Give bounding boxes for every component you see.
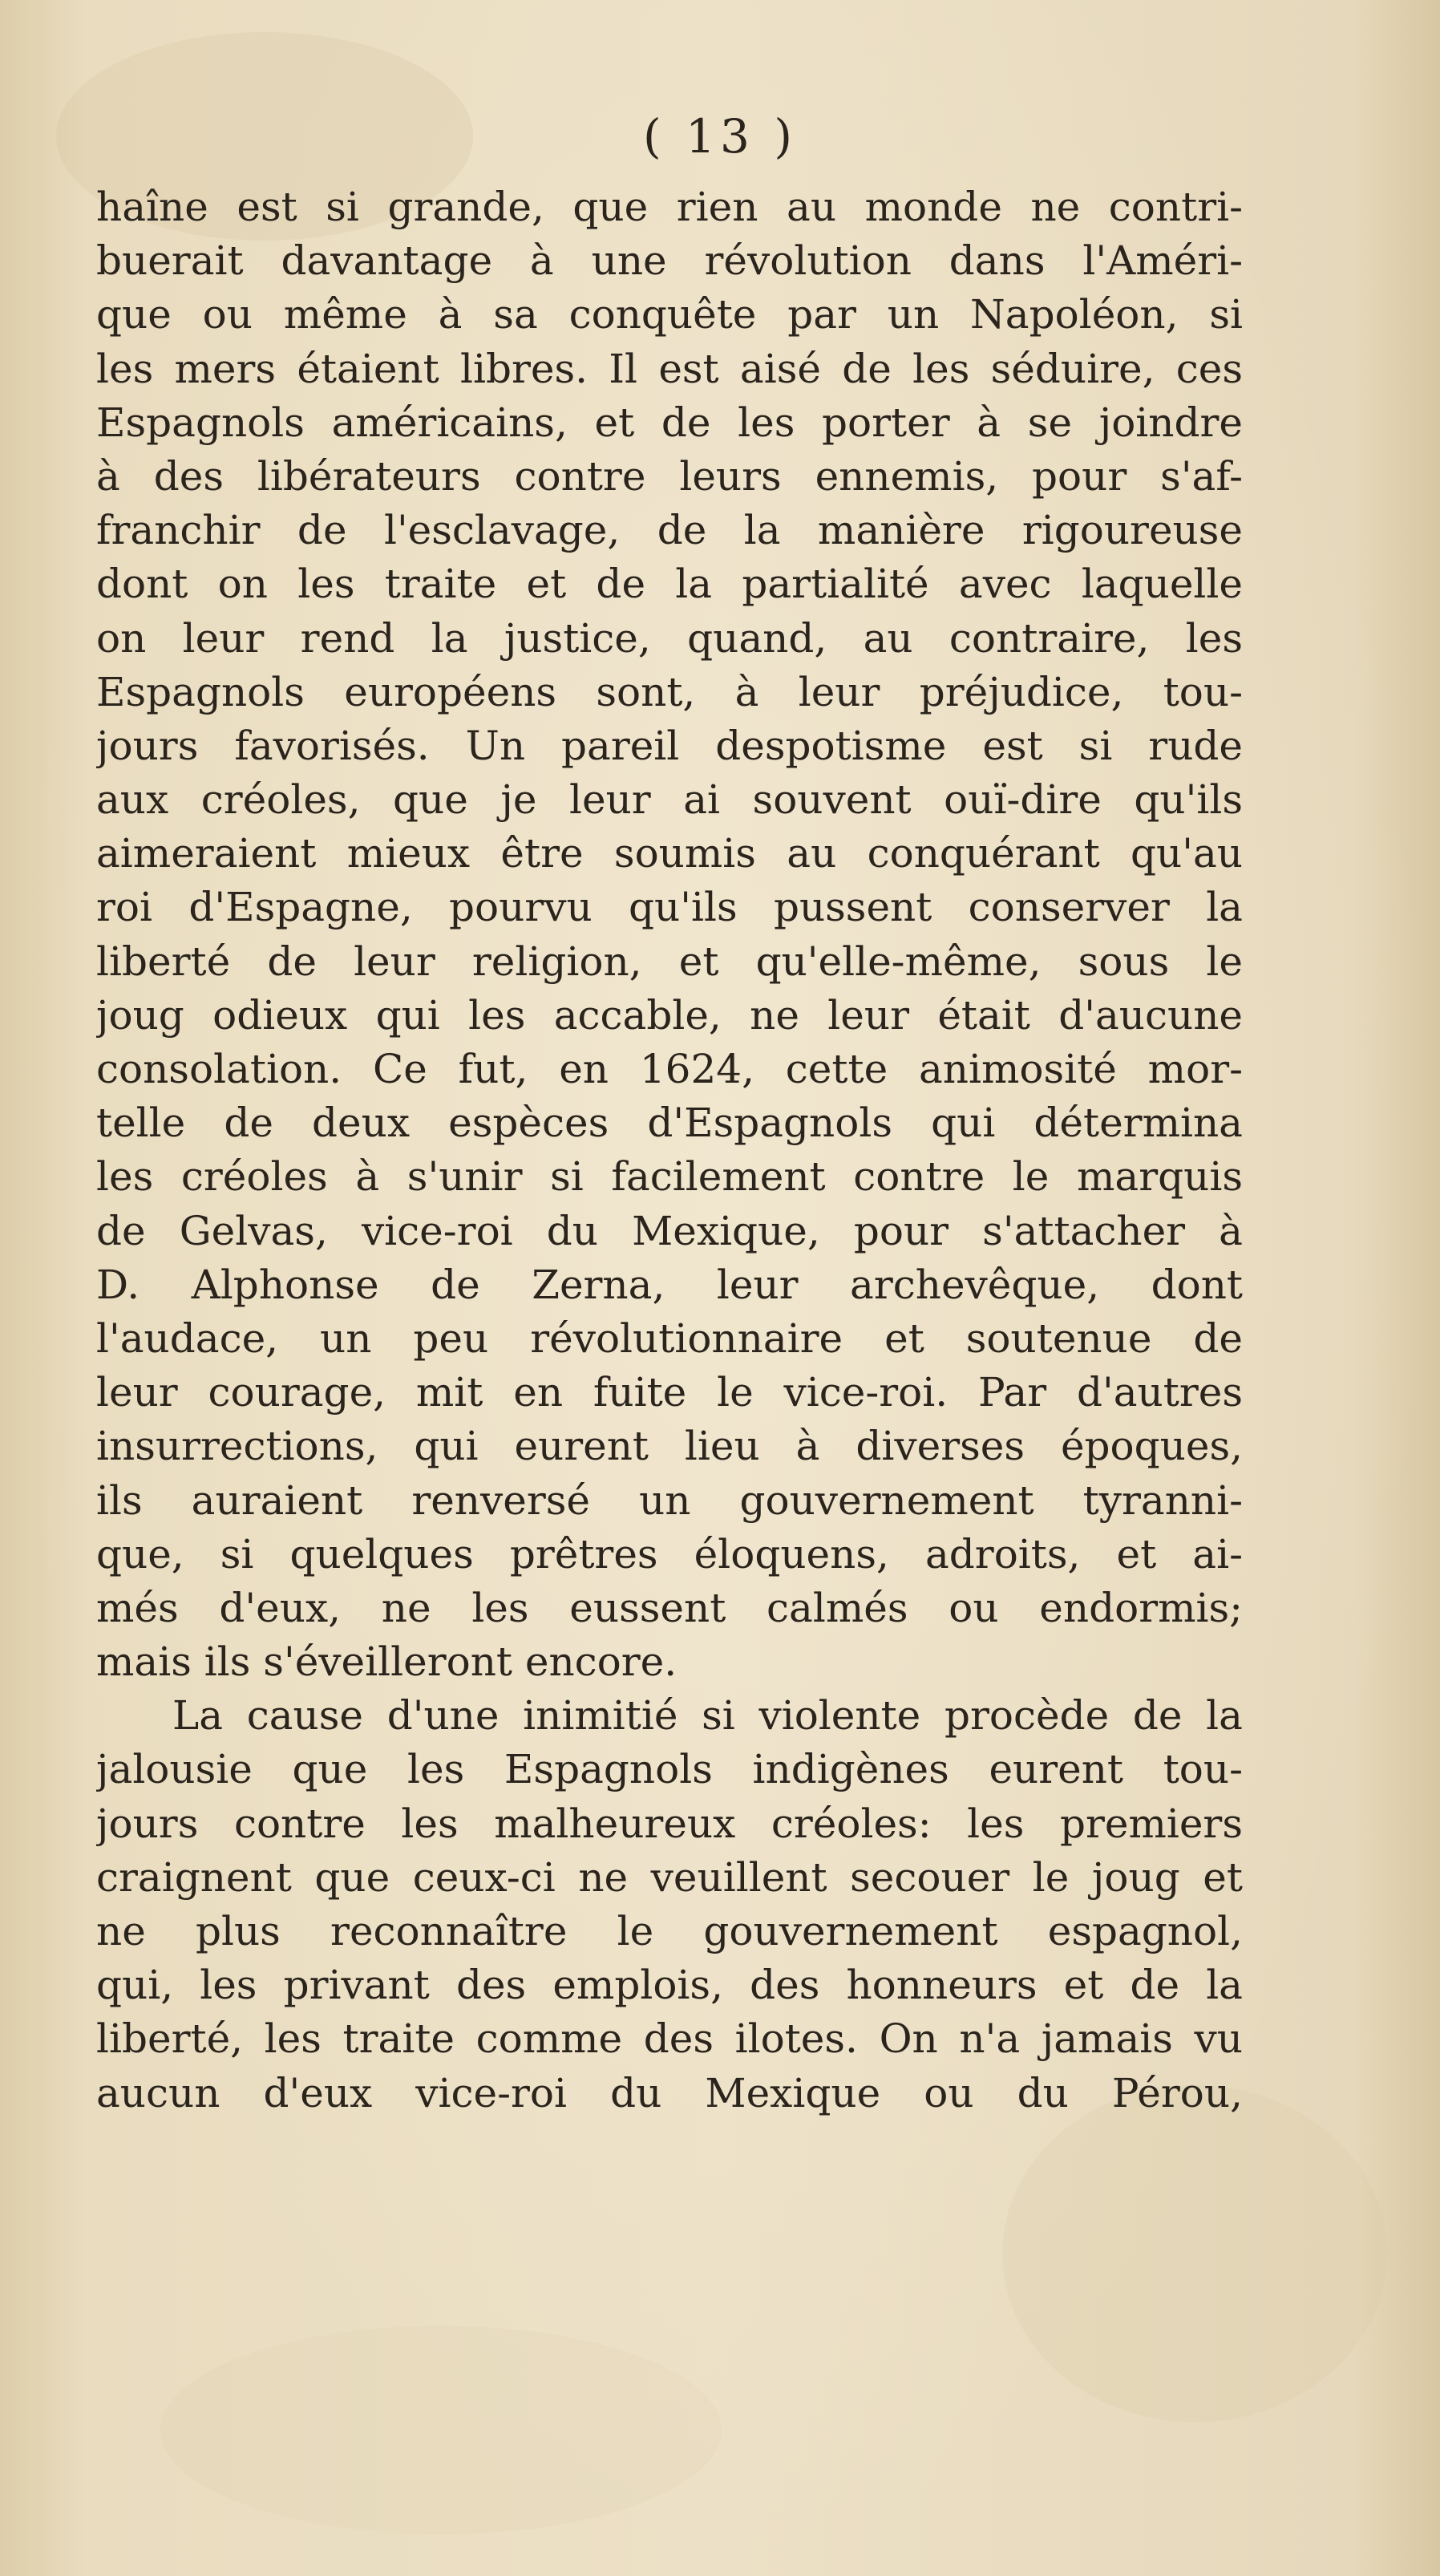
text-line: aucun d'eux vice-roi du Mexique ou du Pérou, bbox=[96, 2069, 1243, 2116]
text-line: à des libérateurs contre leurs ennemis, pour s'af- bbox=[96, 452, 1243, 500]
text-line: que ou même à sa conquête par un Napoléon, si bbox=[96, 291, 1243, 338]
text-line: D. Alphonse de Zerna, leur archevêque, dont bbox=[96, 1261, 1243, 1308]
text-line: ne plus reconnaître le gouvernement espagnol, bbox=[96, 1908, 1243, 1954]
text-line: joug odieux qui les accable, ne leur était d'aucune bbox=[96, 991, 1243, 1039]
text-line: on leur rend la justice, quand, au contraire, les bbox=[96, 614, 1243, 662]
text-line: qui, les privant des emplois, des honneurs et de la bbox=[96, 1962, 1243, 2009]
text-line: l'audace, un peu révolutionnaire et soutenue de bbox=[96, 1314, 1243, 1362]
text-body bbox=[96, 180, 1243, 2120]
text-line: buerait davantage à une révolution dans l'Améri- bbox=[96, 237, 1243, 285]
paper-stain bbox=[1002, 2085, 1387, 2422]
text-line: liberté de leur religion, et qu'elle-même, sous le bbox=[96, 938, 1243, 985]
text-line: les créoles à s'unir si facilement contre le marquis bbox=[96, 1153, 1243, 1201]
paper-stain bbox=[160, 2326, 722, 2534]
text-line: dont on les traite et de la partialité avec laquelle bbox=[96, 561, 1243, 608]
text-line: les mers étaient libres. Il est aisé de les séduire, ces bbox=[96, 345, 1243, 392]
text-line: Espagnols américains, et de les porter à se joindre bbox=[96, 399, 1243, 446]
text-line: liberté, les traite comme des ilotes. On n'a jamais vu bbox=[96, 2015, 1243, 2063]
text-line: roi d'Espagne, pourvu qu'ils pussent conserver la bbox=[96, 884, 1243, 931]
text-line: aimeraient mieux être soumis au conquérant qu'au bbox=[96, 830, 1243, 877]
text-line: ils auraient renversé un gouvernement tyranni- bbox=[96, 1476, 1243, 1524]
text-line: jours contre les malheureux créoles: les premiers bbox=[96, 1800, 1243, 1847]
text-line: insurrections, qui eurent lieu à diverses époques, bbox=[96, 1423, 1243, 1470]
text-line: mais ils s'éveilleront encore. bbox=[96, 1638, 678, 1686]
text-line: telle de deux espèces d'Espagnols qui détermina bbox=[96, 1100, 1243, 1147]
page-number: ( 13 ) bbox=[643, 109, 797, 164]
text-line: de Gelvas, vice-roi du Mexique, pour s'attacher à bbox=[96, 1207, 1243, 1254]
text-line: haîne est si grande, que rien au monde ne contri- bbox=[96, 184, 1243, 230]
text-line: La cause d'une inimitié si violente procède de la bbox=[172, 1692, 1243, 1740]
text-line: craignent que ceux-ci ne veuillent secouer le joug et bbox=[96, 1853, 1243, 1901]
text-line: que, si quelques prêtres éloquens, adroits, et ai- bbox=[96, 1530, 1243, 1578]
text-line: Espagnols européens sont, à leur préjudice, tou- bbox=[96, 668, 1243, 715]
text-line: leur courage, mit en fuite le vice-roi. Par d'autres bbox=[96, 1369, 1243, 1416]
text-line: consolation. Ce fut, en 1624, cette animosité mor- bbox=[96, 1046, 1243, 1092]
text-line: franchir de l'esclavage, de la manière rigoureuse bbox=[96, 507, 1243, 554]
text-line: jalousie que les Espagnols indigènes eurent tou- bbox=[96, 1746, 1243, 1793]
text-line: aux créoles, que je leur ai souvent ouï-dire qu'ils bbox=[96, 776, 1243, 824]
text-line: més d'eux, ne les eussent calmés ou endormis; bbox=[96, 1584, 1243, 1631]
text-line: jours favorisés. Un pareil despotisme est si rude bbox=[96, 722, 1243, 769]
